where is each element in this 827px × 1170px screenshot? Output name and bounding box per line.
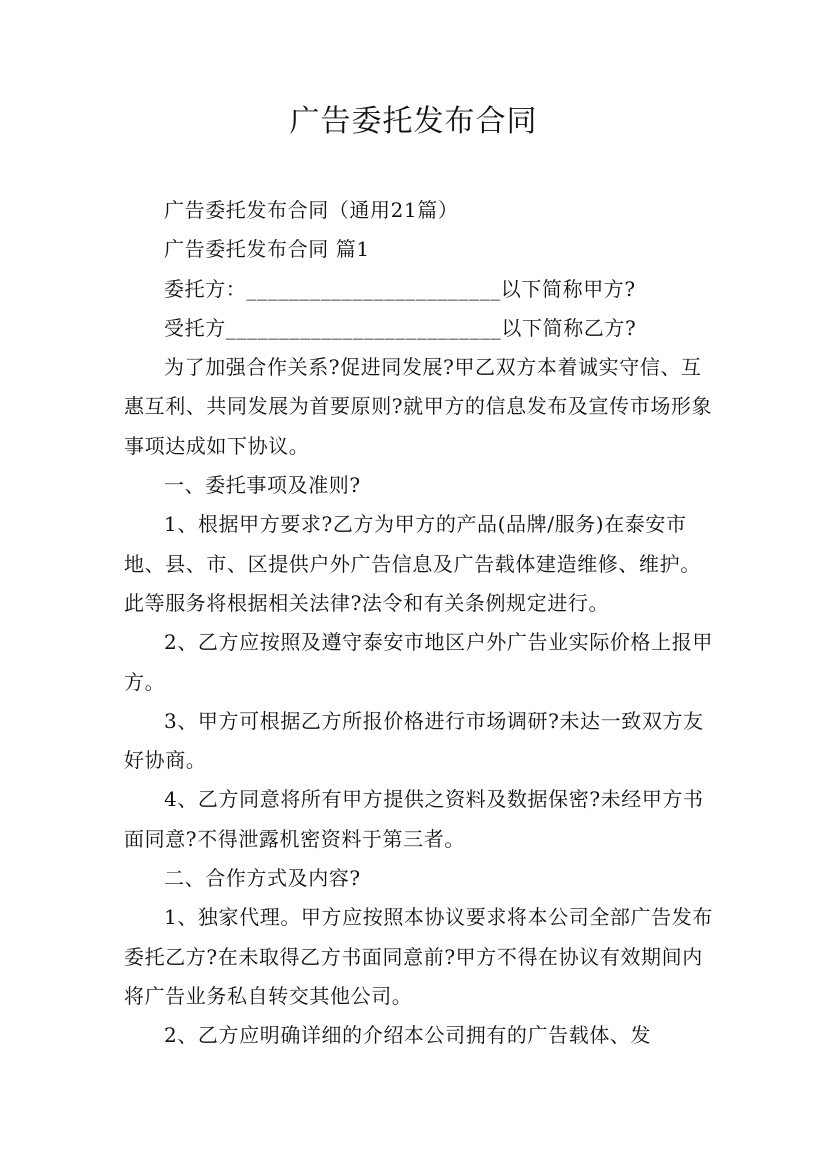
- clause-1-2: 2、乙方应按照及遵守泰安市地区户外广告业实际价格上报甲方。: [124, 630, 713, 694]
- paragraph-heading-collection: 广告委托发布合同（通用21篇）: [164, 198, 459, 222]
- clause-1-3: 3、甲方可根据乙方所报价格进行市场调研?未达一致双方友好协商。: [124, 708, 704, 773]
- clause-1-1: 1、根据甲方要求?乙方为甲方的产品(品牌/服务)在泰安市地、县、市、区提供户外广告信息及广告载体建造维修、维护。此等服务将根据相关法律?法令和有关条例规定进行。: [124, 512, 701, 615]
- section-heading-1: 一、委托事项及准则?: [164, 473, 361, 498]
- clause-2-1: 1、独家代理。甲方应按照本协议要求将本公司全部广告发布委托乙方?在未取得乙方书面同意前?甲方不得在协议有效期间内将广告业务私自转交其他公司。: [124, 905, 713, 1008]
- document-title: 广告委托发布合同: [289, 104, 538, 139]
- clause-2-2: 2、乙方应明确详细的介绍本公司拥有的广告载体、发: [164, 1023, 652, 1048]
- paragraph-agent: 受托方__________________________以下简称乙方?: [164, 315, 637, 340]
- paragraph-preamble: 为了加强合作关系?促进同发展?甲乙双方本着诚实守信、互惠互利、共同发展为首要原则?就甲方的信息发布及宣传市场形象事项达成如下协议。: [124, 355, 713, 458]
- clause-1-4: 4、乙方同意将所有甲方提供之资料及数据保密?未经甲方书面同意?不得泄露机密资料于第三者。: [124, 787, 704, 851]
- document-body: [124, 191, 714, 1056]
- paragraph-principal: 委托方：________________________以下简称甲方?: [164, 276, 636, 301]
- paragraph-part-label: 广告委托发布合同 篇1: [164, 237, 370, 262]
- section-heading-2: 二、合作方式及内容?: [164, 866, 361, 891]
